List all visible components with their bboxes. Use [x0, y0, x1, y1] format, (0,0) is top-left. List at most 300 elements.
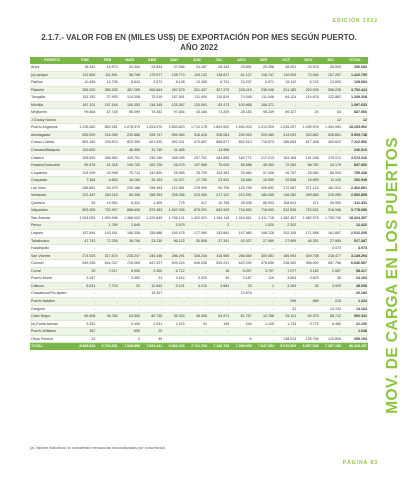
port-name-cell: Huasco/Guacolda [30, 162, 74, 170]
value-cell: 1.388.903 [119, 214, 141, 222]
value-cell: - [320, 328, 342, 336]
value-cell: 5.097 [230, 267, 252, 275]
value-cell: 15.142 [275, 79, 297, 87]
value-cell: 125.798 [230, 184, 252, 192]
value-cell: 81.127 [230, 71, 252, 79]
table-row [30, 162, 368, 170]
value-cell: 90.706 [208, 184, 230, 192]
value-cell: - [163, 328, 185, 336]
table-row [30, 290, 368, 298]
value-cell: - [96, 328, 118, 336]
value-cell: 26.075 [163, 162, 185, 170]
value-cell: 3.149.294 [342, 252, 368, 260]
port-name-cell: Penco [30, 222, 74, 230]
value-cell: 270.011 [320, 154, 342, 162]
value-cell: 49.953 [320, 199, 342, 207]
value-cell: 2.067 [320, 267, 342, 275]
value-cell: 70.048 [230, 94, 252, 102]
value-cell: 12 [320, 116, 342, 124]
port-name-cell: San Antonio [30, 214, 74, 222]
value-cell: 99.654 [74, 109, 96, 117]
value-cell: 326.240 [186, 252, 208, 260]
value-cell: 27.969 [253, 237, 275, 245]
table-row [30, 154, 368, 162]
value-cell: - [230, 245, 252, 253]
value-cell: 309.708 [297, 252, 319, 260]
value-cell: 230.886 [119, 131, 141, 139]
value-cell: 517.387 [342, 237, 368, 245]
value-cell: 98.798 [119, 71, 141, 79]
value-cell: 230.943 [230, 131, 252, 139]
value-cell: 252.949 [342, 177, 368, 185]
value-cell: - [96, 320, 118, 328]
port-name-cell: Valparaiso [30, 207, 74, 215]
value-cell: 172.987 [275, 184, 297, 192]
value-cell: 142.800 [141, 169, 163, 177]
value-cell: 3.797 [253, 267, 275, 275]
value-cell: - [253, 328, 275, 336]
value-cell: 12 [342, 116, 368, 124]
value-cell: 15.307 [141, 290, 163, 298]
value-cell: 652.929 [208, 207, 230, 215]
value-cell: 2.649 [119, 222, 141, 230]
port-name-cell: Corral [30, 267, 74, 275]
value-cell: 399.665 [297, 192, 319, 200]
value-cell: 3.332 [74, 320, 96, 328]
value-cell: 10.599 [253, 177, 275, 185]
page-number: PÁGINA 83 [342, 460, 378, 466]
value-cell: 246 [230, 320, 252, 328]
value-cell: 13.693 [320, 79, 342, 87]
value-cell: 111.591 [96, 71, 118, 79]
value-cell: 16.757 [275, 169, 297, 177]
table-row [30, 267, 368, 275]
value-cell: 151.352 [74, 94, 96, 102]
value-cell: - [275, 328, 297, 336]
value-cell: 26.528 [230, 199, 252, 207]
value-cell: - [275, 290, 297, 298]
value-cell: 2 [208, 222, 230, 230]
column-header: FEB [96, 57, 118, 64]
value-cell: 528.861 [320, 131, 342, 139]
total-value-cell: 7.069.441 [141, 343, 163, 351]
value-cell: 121.800 [74, 71, 96, 79]
value-cell: 13.459 [186, 79, 208, 87]
value-cell: 318.416 [186, 131, 208, 139]
value-cell: 3.629 [297, 275, 319, 283]
port-name-cell: Caldera [30, 154, 74, 162]
value-cell: 29.960 [230, 169, 252, 177]
value-cell: 621.920 [141, 139, 163, 147]
value-cell: 165 [208, 320, 230, 328]
value-cell: 823.399 [119, 139, 141, 147]
value-cell: 147.980 [230, 230, 252, 238]
value-cell: 3.320 [186, 275, 208, 283]
value-cell: 235.247 [119, 252, 141, 260]
value-cell: 163.165 [275, 154, 297, 162]
value-cell: 116.747 [253, 71, 275, 79]
value-cell: 135.794 [297, 335, 319, 343]
value-cell: 398.226 [320, 86, 342, 94]
value-cell: 31 [141, 275, 163, 283]
column-header: JUL [208, 57, 230, 64]
value-cell: 168.308 [119, 230, 141, 238]
value-cell: 25.709 [186, 169, 208, 177]
value-cell: - [163, 305, 185, 313]
value-cell: - [96, 290, 118, 298]
value-cell: 63.971 [208, 313, 230, 321]
value-cell: 395.194 [342, 335, 368, 343]
value-cell: - [163, 116, 185, 124]
value-cell: 185.993 [275, 252, 297, 260]
value-cell: 1.349.328 [342, 94, 368, 102]
value-cell: 122.862 [320, 94, 342, 102]
value-cell: 1.078.379 [119, 124, 141, 132]
value-cell: 218.477 [320, 252, 342, 260]
value-cell: - [119, 290, 141, 298]
value-cell: 1.804.502 [208, 124, 230, 132]
port-name-cell: Quintero [30, 199, 74, 207]
value-cell: 69.406 [74, 313, 96, 321]
value-cell: 24.894 [141, 64, 163, 71]
value-cell: 287.579 [163, 86, 185, 94]
value-cell: 722.531 [297, 207, 319, 215]
value-cell: 1.311.718 [253, 214, 275, 222]
table-row [30, 192, 368, 200]
value-cell: 9.571 [253, 79, 275, 87]
value-cell: 715.873 [253, 139, 275, 147]
value-cell: 305.693 [74, 154, 96, 162]
value-cell: 622.292 [230, 260, 252, 268]
value-cell: 478.650 [253, 260, 275, 268]
value-cell: 1.710.178 [186, 124, 208, 132]
port-name-cell: Puerto Williams [30, 328, 74, 336]
value-cell: 286.291 [163, 252, 185, 260]
value-cell: 14.164 [342, 305, 368, 313]
value-cell: 3.073.316 [342, 154, 368, 162]
value-cell: 187.461 [163, 94, 185, 102]
value-cell: 157.844 [74, 230, 96, 238]
value-cell: 72.336 [96, 237, 118, 245]
value-cell: - [297, 116, 319, 124]
value-cell: 8.643 [119, 79, 141, 87]
value-cell: 71.209 [208, 109, 230, 117]
value-cell: 100.353 [119, 101, 141, 109]
table-row [30, 177, 368, 185]
value-cell: - [320, 290, 342, 298]
value-cell: 177.060 [186, 230, 208, 238]
value-cell: 590.342 [342, 313, 368, 321]
value-cell: 263.115 [96, 192, 118, 200]
port-name-cell: Cabo Negro [30, 313, 74, 321]
value-cell: 230.874 [96, 139, 118, 147]
value-cell: 22.658 [275, 177, 297, 185]
value-cell: 7.364 [74, 177, 96, 185]
value-cell: 63 [320, 109, 342, 117]
value-cell: 187.101 [74, 101, 96, 109]
value-cell: 37.391 [208, 237, 230, 245]
value-cell: - [96, 305, 118, 313]
value-cell: 107.968 [186, 162, 208, 170]
value-cell: - [208, 305, 230, 313]
value-cell: 31 [275, 305, 297, 313]
value-cell: 7.222.966 [342, 139, 368, 147]
table-row [30, 320, 368, 328]
value-cell: - [208, 328, 230, 336]
value-cell: 3.492 [119, 275, 141, 283]
value-cell: 414.092 [275, 131, 297, 139]
value-cell: 25 [74, 267, 96, 275]
value-cell: 37.993 [96, 94, 118, 102]
value-cell: 19.952 [96, 199, 118, 207]
value-cell: - [74, 290, 96, 298]
value-cell: 280.305 [96, 86, 118, 94]
value-cell: 4.654 [96, 177, 118, 185]
value-cell: - [74, 116, 96, 124]
column-header: AGO [230, 57, 252, 64]
value-cell: 266.560 [96, 154, 118, 162]
value-cell: 300.081 [253, 252, 275, 260]
value-cell: - [253, 305, 275, 313]
value-cell: 1.582.575 [297, 214, 319, 222]
value-cell: 157.164 [96, 101, 118, 109]
table-total-row [30, 343, 368, 351]
table-row [30, 275, 368, 283]
value-cell: 26.183 [342, 290, 368, 298]
total-value-cell: 7.182.745 [208, 343, 230, 351]
value-cell: 169.478 [163, 230, 185, 238]
value-cell: 59.476 [74, 162, 96, 170]
value-cell: 356.000 [297, 260, 319, 268]
value-cell: 274.923 [74, 252, 96, 260]
port-name-cell: Patache [30, 86, 74, 94]
column-header: SEP [253, 57, 275, 64]
value-cell: - [297, 147, 319, 155]
value-cell: 18.324.357 [342, 214, 368, 222]
value-cell: - [186, 328, 208, 336]
value-cell: 278.099 [186, 184, 208, 192]
value-cell: 49 [141, 335, 163, 343]
table-row [30, 237, 368, 245]
value-cell: 13.998 [208, 147, 230, 155]
value-cell: - [186, 305, 208, 313]
value-cell: 10.706 [208, 199, 230, 207]
port-name-cell: Calbuco [30, 282, 74, 290]
value-cell: 863.281 [96, 124, 118, 132]
page-title [30, 33, 368, 53]
value-cell: - [74, 222, 96, 230]
table-row [30, 328, 368, 336]
value-cell: 89.327 [275, 109, 297, 117]
value-cell: 45.091 [275, 64, 297, 71]
value-cell: - [275, 116, 297, 124]
value-cell: 230.186 [119, 184, 141, 192]
value-cell: 16 [208, 267, 230, 275]
value-cell: 11.105 [320, 177, 342, 185]
port-name-cell: Coquimbo [30, 169, 74, 177]
value-cell: 108.814 [275, 199, 297, 207]
value-cell: 264.895 [208, 154, 230, 162]
value-cell: - [297, 245, 319, 253]
value-cell: 752.907 [96, 207, 118, 215]
value-cell: 61.757 [230, 313, 252, 321]
value-cell: 6.636.557 [342, 260, 368, 268]
total-value-cell: 7.098.905 [230, 343, 252, 351]
value-cell: 5.101 [163, 282, 185, 290]
value-cell: 1.048 [342, 328, 368, 336]
value-cell: 336.083 [342, 64, 368, 71]
value-cell: 3.269 [275, 282, 297, 290]
value-cell: 110.929 [275, 71, 297, 79]
value-cell: 327.979 [208, 86, 230, 94]
total-value-cell: 6.794.651 [96, 343, 118, 351]
value-cell: - [163, 335, 185, 343]
value-cell: 20 [297, 109, 319, 117]
value-cell: 98.099 [119, 109, 141, 117]
value-cell: 22 [141, 328, 163, 336]
value-cell: 63.379 [297, 313, 319, 321]
value-cell: 525.231 [208, 260, 230, 268]
value-cell: 48.455 [119, 147, 141, 155]
value-cell: - [297, 290, 319, 298]
value-cell: - [297, 222, 319, 230]
value-cell: - [163, 245, 185, 253]
port-name-cell: Ventanas [30, 192, 74, 200]
value-cell: 138.770 [163, 71, 185, 79]
value-cell: 10.876 [230, 290, 252, 298]
value-cell: 6.641 [74, 282, 96, 290]
value-cell: - [208, 245, 230, 253]
port-name-cell: San Vicente [30, 252, 74, 260]
value-cell: 48.363 [253, 162, 275, 170]
value-cell: 161.867 [320, 230, 342, 238]
value-cell: 24.103 [342, 275, 368, 283]
value-cell: 755.338 [342, 169, 368, 177]
value-cell: 181.912 [320, 184, 342, 192]
value-cell: 63.975 [96, 184, 118, 192]
value-cell: - [141, 297, 163, 305]
value-cell: 659 [119, 328, 141, 336]
value-cell: 100.603 [74, 147, 96, 155]
value-cell: 547.227 [141, 260, 163, 268]
value-cell: 72.019 [141, 94, 163, 102]
value-cell: 118.817 [208, 71, 230, 79]
value-cell: 18.442 [74, 64, 96, 71]
column-header: TOTAL [342, 57, 368, 64]
value-cell: 60.735 [141, 313, 163, 321]
value-cell: - [208, 297, 230, 305]
value-cell: 221.180 [275, 86, 297, 94]
value-cell: 86.003 [253, 199, 275, 207]
value-cell: 215 [320, 297, 342, 305]
value-cell: 169.771 [230, 154, 252, 162]
value-cell: 1.213.929 [253, 124, 275, 132]
table-row [30, 335, 368, 343]
value-cell: - [186, 116, 208, 124]
value-cell: - [119, 305, 141, 313]
value-cell: 111.404 [186, 94, 208, 102]
value-cell: 4.973 [320, 245, 342, 253]
value-cell: - [119, 116, 141, 124]
value-cell: 18.465 [230, 177, 252, 185]
value-cell: 718.909 [253, 207, 275, 215]
value-cell: 198.493 [141, 184, 163, 192]
total-value-cell: 7.948.898 [119, 343, 141, 351]
column-header: JUN [186, 57, 208, 64]
table-row [30, 207, 368, 215]
value-cell: 202.345 [275, 230, 297, 238]
table-row [30, 184, 368, 192]
value-cell: 122.961 [163, 184, 185, 192]
value-cell: 237.791 [186, 154, 208, 162]
table-row [30, 109, 368, 117]
table-row [30, 64, 368, 71]
value-cell: - [230, 116, 252, 124]
table-body [30, 64, 368, 343]
value-cell: 1.402.921 [186, 214, 208, 222]
table-row [30, 297, 368, 305]
table-row [30, 260, 368, 268]
value-cell: - [141, 222, 163, 230]
value-cell: - [253, 245, 275, 253]
value-cell: 599.364 [163, 131, 185, 139]
value-cell: 318.969 [208, 252, 230, 260]
table-row [30, 230, 368, 238]
value-cell: 13.297 [230, 79, 252, 87]
table-row [30, 147, 368, 155]
total-value-cell: 7.047.354 [253, 343, 275, 351]
value-cell: 65.396 [119, 192, 141, 200]
value-cell: 3.752.424 [342, 86, 368, 94]
fob-table-container [30, 57, 368, 350]
value-cell: 1.316.561 [230, 214, 252, 222]
value-cell: 286.661 [74, 184, 96, 192]
value-cell: 1.224 [342, 297, 368, 305]
value-cell: 100.868 [230, 101, 252, 109]
value-cell: 1.309 [141, 199, 163, 207]
table-row [30, 305, 368, 313]
table-row [30, 124, 368, 132]
value-cell: 25.080 [297, 169, 319, 177]
total-value-cell: 5.976.800 [275, 343, 297, 351]
value-cell: - [208, 290, 230, 298]
value-cell: 689 [297, 297, 319, 305]
value-cell: 191.048 [297, 154, 319, 162]
value-cell: 66.760 [297, 162, 319, 170]
value-cell: 326.692 [253, 184, 275, 192]
total-value-cell: 9.962.223 [163, 343, 185, 351]
port-name-cell: Arica [30, 64, 74, 71]
value-cell: 213.991 [230, 192, 252, 200]
value-cell: 2.474 [163, 320, 185, 328]
column-header: ABR [141, 57, 163, 64]
column-header: NOV [297, 57, 319, 64]
value-cell: 16.184 [119, 177, 141, 185]
port-name-cell: Talcahuano [30, 237, 74, 245]
value-cell: 67.748 [96, 109, 118, 117]
value-cell: 417 [186, 199, 208, 207]
port-name-cell: Guayacán [30, 177, 74, 185]
value-cell: - [141, 245, 163, 253]
title-line-2: AÑO 2022 [180, 43, 218, 52]
port-name-cell: Otros Puertos [30, 335, 74, 343]
port-name-cell: Puerto Montt [30, 275, 74, 283]
value-cell: 30 [297, 282, 319, 290]
value-cell: 88.712 [320, 313, 342, 321]
value-cell: - [230, 328, 252, 336]
value-cell: 406.664 [141, 86, 163, 94]
port-name-cell: Chanaral/Barquito [30, 147, 74, 155]
